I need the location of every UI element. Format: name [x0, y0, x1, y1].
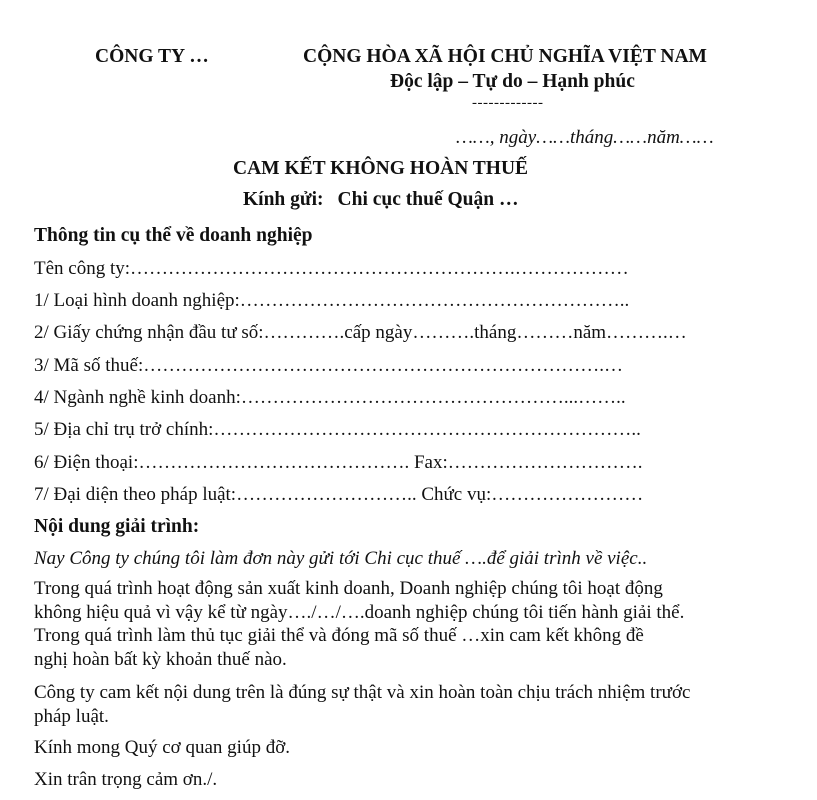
motto: Độc lập – Tự do – Hạnh phúc [390, 71, 635, 92]
field-business-type: 1/ Loại hình doanh nghiệp:…………………………………………………….. [34, 290, 630, 311]
recipient-label: Kính gửi: [243, 189, 324, 210]
date-line: ……, ngày……tháng……năm…… [456, 127, 714, 148]
field-company-name: Tên công ty:…………………………………………………….……………… [34, 258, 629, 279]
closing-thanks: Xin trân trọng cảm ơn./. [34, 769, 218, 790]
field-business-line: 4/ Ngành nghề kinh doanh:……………………………………………...…….. [34, 387, 626, 408]
paragraph-line: không hiệu quả vì vậy kể từ ngày…./…/….doanh nghiệp chúng tôi tiến hành giải thể. [34, 601, 685, 623]
nation-title: CỘNG HÒA XÃ HỘI CHỦ NGHĨA VIỆT NAM [303, 46, 707, 67]
explanation-heading: Nội dung giải trình: [34, 516, 200, 537]
header-divider: ------------- [472, 95, 544, 111]
company-info-heading: Thông tin cụ thể về doanh nghiệp [34, 225, 313, 246]
recipient-value: Chi cục thuế Quận … [337, 189, 519, 210]
closing-request: Kính mong Quý cơ quan giúp đỡ. [34, 737, 290, 758]
field-tax-code: 3/ Mã số thuế:……………………………………………………………….… [34, 355, 623, 376]
field-head-office-address: 5/ Địa chỉ trụ trở chính:………………………………………………………….. [34, 419, 641, 440]
field-phone-fax: 6/ Điện thoại:……………………………………. Fax:…………………………. [34, 452, 643, 473]
paragraph-line: nghị hoàn bất kỳ khoản thuế nào. [34, 648, 287, 670]
explanation-intro: Nay Công ty chúng tôi làm đơn này gửi tới Chi cục thuế ….để giải trình về việc.. [34, 548, 648, 569]
paragraph-line: pháp luật. [34, 705, 109, 727]
document-title: CAM KẾT KHÔNG HOÀN THUẾ [233, 158, 529, 179]
paragraph-line: Trong quá trình hoạt động sản xuất kinh doanh, Doanh nghiệp chúng tôi hoạt động [34, 578, 663, 599]
recipient-line [243, 189, 518, 211]
field-investment-certificate: 2/ Giấy chứng nhận đầu tư số:………….cấp ngày……….tháng………năm……….… [34, 322, 687, 343]
field-legal-representative: 7/ Đại diện theo pháp luật:……………………….. Chức vụ:…………………… [34, 484, 644, 505]
paragraph-line: Công ty cam kết nội dung trên là đúng sự thật và xin hoàn toàn chịu trách nhiệm trước [34, 682, 691, 703]
explanation-paragraph-1 [34, 577, 794, 671]
company-name: CÔNG TY … [95, 46, 209, 67]
explanation-paragraph-2 [34, 681, 794, 728]
paragraph-line: Trong quá trình làm thủ tục giải thể và đóng mã số thuế …xin cam kết không đề [34, 625, 644, 646]
